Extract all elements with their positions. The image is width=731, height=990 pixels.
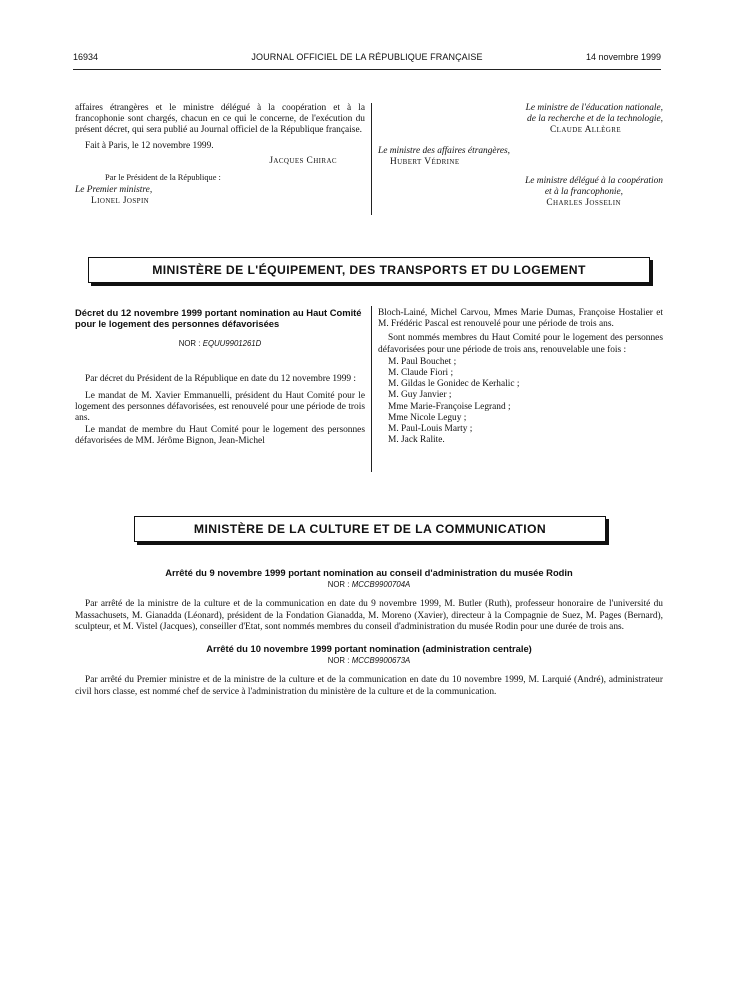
issue-date: 14 novembre 1999	[585, 52, 661, 62]
journal-title: JOURNAL OFFICIEL DE LA RÉPUBLIQUE FRANÇAISE	[251, 52, 483, 62]
section-heading-equipement: MINISTÈRE DE L'ÉQUIPEMENT, DES TRANSPORTS ET DU LOGEMENT	[88, 257, 650, 283]
arrete2-nor	[75, 655, 663, 667]
header-rule	[73, 69, 661, 70]
member-item: M. Paul Bouchet ;	[388, 356, 457, 367]
top-right-column	[378, 103, 663, 210]
members-list	[378, 357, 663, 447]
section1-right-column	[378, 308, 663, 446]
member-item: Mme Marie-Françoise Legrand ;	[388, 401, 511, 412]
top-left-column	[75, 103, 365, 208]
affaires-minister-name: Hubert Védrine	[390, 156, 460, 167]
member-item: M. Guy Janvier ;	[388, 390, 452, 401]
decree-title: Décret du 12 novembre 1999 portant nomination au Haut Comité pour le logement des personnes défavorisées	[75, 307, 362, 329]
decree-right-para-1: Bloch-Lainé, Michel Carvou, Mmes Marie Dumas, Françoise Hostalier et M. Frédéric Pascal est renouvelé pour une période de trois ans.	[378, 308, 663, 330]
top-column-divider	[371, 103, 372, 215]
member-item: M. Gildas le Gonidec de Kerhalic ;	[388, 379, 520, 390]
section1-left-column	[75, 308, 365, 448]
education-title-1: Le ministre de l'éducation nationale,	[525, 103, 663, 113]
premier-ministre-title: Le Premier ministre,	[75, 185, 153, 196]
par-le-president: Par le Président de la République :	[105, 173, 221, 183]
arrete1-title: Arrêté du 9 novembre 1999 portant nomination au conseil d'administration du musée Rodin	[165, 567, 573, 578]
affaires-title: Le ministre des affaires étrangères,	[378, 145, 511, 156]
nor-code: MCCB9900673A	[351, 656, 411, 666]
fait-line: Fait à Paris, le 12 novembre 1999.	[85, 140, 214, 151]
cooperation-title-2: et à la francophonie,	[544, 187, 623, 198]
section1-column-divider	[371, 306, 372, 472]
premier-ministre-name: Lionel Jospin	[91, 196, 150, 207]
arrete2-title: Arrêté du 10 novembre 1999 portant nomination (administration centrale)	[206, 643, 532, 655]
decree-para-1: Par décret du Président de la République en date du 12 novembre 1999 :	[85, 374, 357, 385]
section-heading-culture: MINISTÈRE DE LA CULTURE ET DE LA COMMUNICATION	[134, 516, 606, 542]
decree-para-2: Le mandat de M. Xavier Emmanuelli, président du Haut Comité pour le logement des personnes défavorisées, est renouvelé pour une période de trois ans.	[75, 390, 365, 423]
section2-content	[75, 567, 663, 698]
member-item: Mme Nicole Leguy ;	[388, 412, 467, 423]
nor-label: NOR :	[178, 339, 201, 349]
decree-nor	[75, 338, 365, 350]
page-header	[73, 52, 661, 68]
arrete1-nor	[75, 579, 663, 591]
decree-para-3: Le mandat de membre du Haut Comité pour le logement des personnes défavorisées de MM. Jérôme Bignon, Jean-Michel	[75, 425, 365, 447]
member-item: M. Jack Ralite.	[388, 435, 445, 446]
education-title-2: de la recherche et de la technologie,	[527, 114, 663, 125]
nor-label: NOR :	[327, 656, 350, 666]
decree-right-para-2: Sont nommés membres du Haut Comité pour le logement des personnes défavorisées pour une période de trois ans, renouvelable une fois :	[378, 333, 663, 355]
nor-code: EQUU9901261D	[202, 339, 262, 349]
education-minister-name: Claude Allègre	[550, 125, 621, 136]
cooperation-title-1: Le ministre délégué à la coopération	[525, 176, 663, 187]
signer-president: Jacques Chirac	[269, 155, 337, 166]
nor-label: NOR :	[327, 580, 350, 590]
arrete2-text: Par arrêté du Premier ministre et de la ministre de la culture et de la communication en date du 10 novembre 1999, M. Larquié (André), administrateur civil hors classe, est nommé chef de service à l'administration du ministère de la culture et de la communication.	[75, 675, 663, 697]
continuation-paragraph: affaires étrangères et le ministre délégué à la coopération et à la francophonie sont chargés, chacun en ce qui le concerne, de l'exécution du présent décret, qui sera publié au Journal officiel de la République française.	[75, 103, 365, 136]
member-item: M. Claude Fiori ;	[388, 368, 454, 379]
page-number: 16934	[73, 52, 99, 62]
nor-code: MCCB9900704A	[351, 580, 411, 590]
member-item: M. Paul-Louis Marty ;	[388, 424, 473, 435]
cooperation-minister-name: Charles Josselin	[546, 198, 621, 209]
arrete1-text: Par arrêté de la ministre de la culture et de la communication en date du 9 novembre 1999, M. Butler (Ruth), professeur honoraire de l'université du Massachusets, M. Gianadda (Léonard), président de la Fondation Gianadda, M. Moreno (Xavier), directeur à la Compagnie de Suez, M. Pages (Bernard), sculpteur, et M. Vistel (Jacques), conseiller d'Etat, sont nommés membres du conseil d'administration du musée Rodin pour une durée de trois ans.	[75, 599, 663, 632]
